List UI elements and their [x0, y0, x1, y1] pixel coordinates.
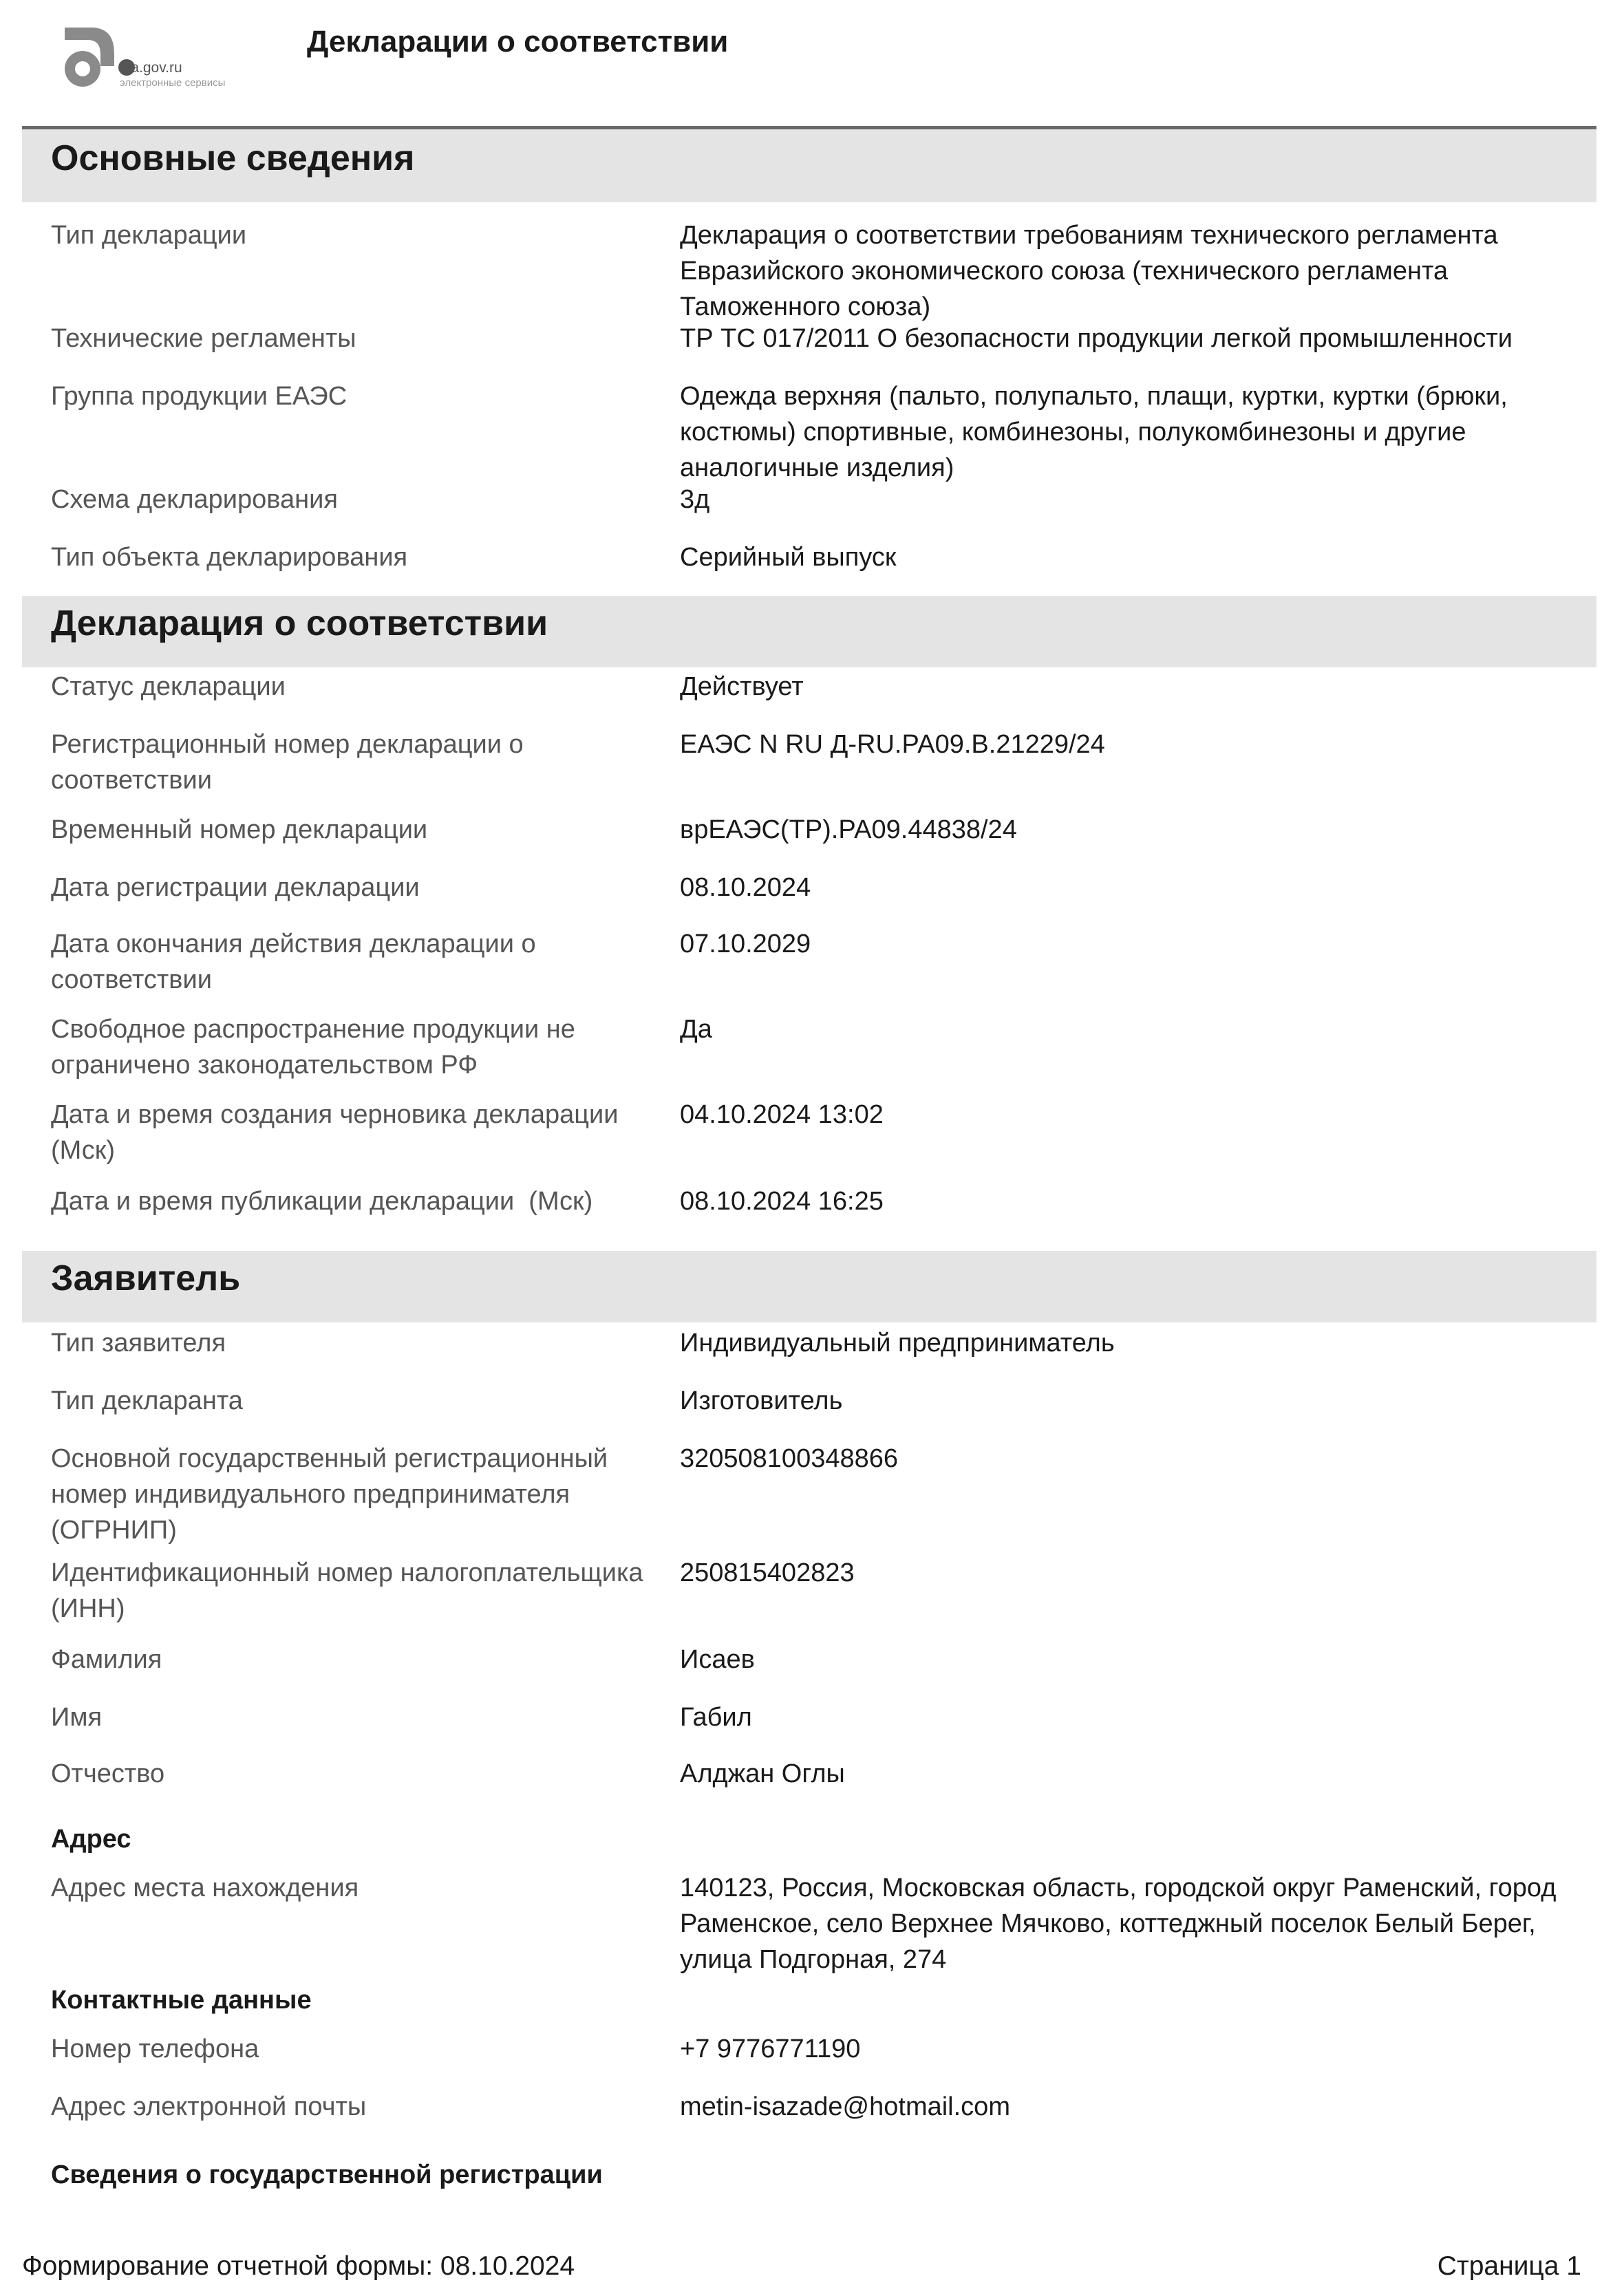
- row-label: Тип декларации: [51, 221, 247, 250]
- row-label: Адрес электронной почты: [51, 2092, 367, 2121]
- row-value: 08.10.2024: [680, 873, 811, 902]
- row-label: Статус декларации: [51, 672, 286, 701]
- row-value: metin-isazade@hotmail.com: [680, 2092, 1010, 2121]
- row-value: 04.10.2024 13:02: [680, 1100, 884, 1129]
- row-value: 320508100348866: [680, 1444, 899, 1473]
- row-label: Дата окончания действия декларации о соответствии: [51, 930, 536, 994]
- row-value: Индивидуальный предприниматель: [680, 1329, 1115, 1358]
- row-value: 250815402823: [680, 1558, 855, 1587]
- row-label: Регистрационный номер декларации о соответствии: [51, 730, 524, 795]
- section-applicant-header: [22, 1251, 1596, 1322]
- row-value: Одежда верхняя (пальто, полупальто, плащи, куртки, куртки (брюки, костюмы) спортивные, комбинезоны, полукомбинезоны и другие аналогичные изделия): [680, 382, 1508, 482]
- row-label: Фамилия: [51, 1645, 162, 1674]
- contacts-heading: Контактные данные: [51, 1986, 312, 2015]
- row-label: Дата регистрации декларации: [51, 873, 420, 902]
- document-title: Декларации о соответствии: [307, 25, 729, 58]
- section-main-header: [22, 129, 1596, 202]
- section-declaration-header: [22, 596, 1596, 667]
- section-declaration-title: Декларация о соответствии: [51, 603, 548, 643]
- row-label: Дата и время публикации декларации (Мск): [51, 1187, 593, 1216]
- row-label: Группа продукции ЕАЭС: [51, 382, 348, 411]
- row-label: Отчество: [51, 1759, 165, 1788]
- row-label: Дата и время создания черновика декларации (Мск): [51, 1100, 619, 1165]
- row-value: 08.10.2024 16:25: [680, 1187, 884, 1216]
- row-value: 3д: [680, 485, 710, 514]
- row-label: Основной государственный регистрационный номер индивидуального предпринимателя (ОГРНИП): [51, 1444, 608, 1545]
- address-heading: Адрес: [51, 1825, 131, 1854]
- row-value: 140123, Россия, Московская область, городской округ Раменский, город Раменское, село Верхнее Мячково, коттеджный поселок Белый Берег, улица Подгорная, 274: [680, 1874, 1557, 1974]
- row-value: Серийный выпуск: [680, 543, 897, 572]
- row-value: Декларация о соответствии требованиям технического регламента Евразийского экономического союза (технического регламента Таможенного союза): [680, 221, 1498, 321]
- logo-subtitle: электронные сервисы: [120, 77, 226, 89]
- row-value: врЕАЭС(ТР).РА09.44838/24: [680, 815, 1017, 844]
- state-registration-heading: Сведения о государственной регистрации: [51, 2160, 603, 2189]
- footer-generated-date: Формирование отчетной формы: 08.10.2024: [22, 2251, 575, 2281]
- row-value: ТР ТС 017/2011 О безопасности продукции легкой промышленности: [680, 324, 1513, 353]
- page-header: [0, 0, 1613, 127]
- row-value: +7 9776771190: [680, 2035, 861, 2063]
- row-label: Тип декларанта: [51, 1386, 243, 1415]
- row-value: 07.10.2029: [680, 930, 811, 958]
- info-row-declaration-type: [51, 217, 1579, 321]
- row-label: Временный номер декларации: [51, 815, 428, 844]
- row-label: Схема декларирования: [51, 485, 338, 514]
- row-value: Габил: [680, 1703, 752, 1732]
- row-value: Исаев: [680, 1645, 755, 1674]
- footer-page-number: Страница 1: [1437, 2251, 1581, 2281]
- row-label: Тип объекта декларирования: [51, 543, 408, 572]
- logo-site: fsa.gov.ru: [120, 60, 182, 76]
- row-label: Идентификационный номер налогоплательщика (ИНН): [51, 1558, 643, 1623]
- row-label: Номер телефона: [51, 2035, 259, 2063]
- row-label: Тип заявителя: [51, 1329, 226, 1358]
- row-value: Изготовитель: [680, 1386, 843, 1415]
- row-value: Да: [680, 1015, 712, 1044]
- row-value: Действует: [680, 672, 804, 701]
- logo-text: [120, 61, 225, 91]
- row-label: Имя: [51, 1703, 103, 1732]
- row-value: Алджан Оглы: [680, 1759, 845, 1788]
- row-label: Адрес места нахождения: [51, 1874, 359, 1902]
- row-label: Технические регламенты: [51, 324, 356, 353]
- row-label: Свободное распространение продукции не ограничено законодательством РФ: [51, 1015, 575, 1080]
- section-main-title: Основные сведения: [51, 138, 415, 178]
- section-applicant-title: Заявитель: [51, 1258, 241, 1298]
- row-value: ЕАЭС N RU Д-RU.РА09.В.21229/24: [680, 730, 1105, 759]
